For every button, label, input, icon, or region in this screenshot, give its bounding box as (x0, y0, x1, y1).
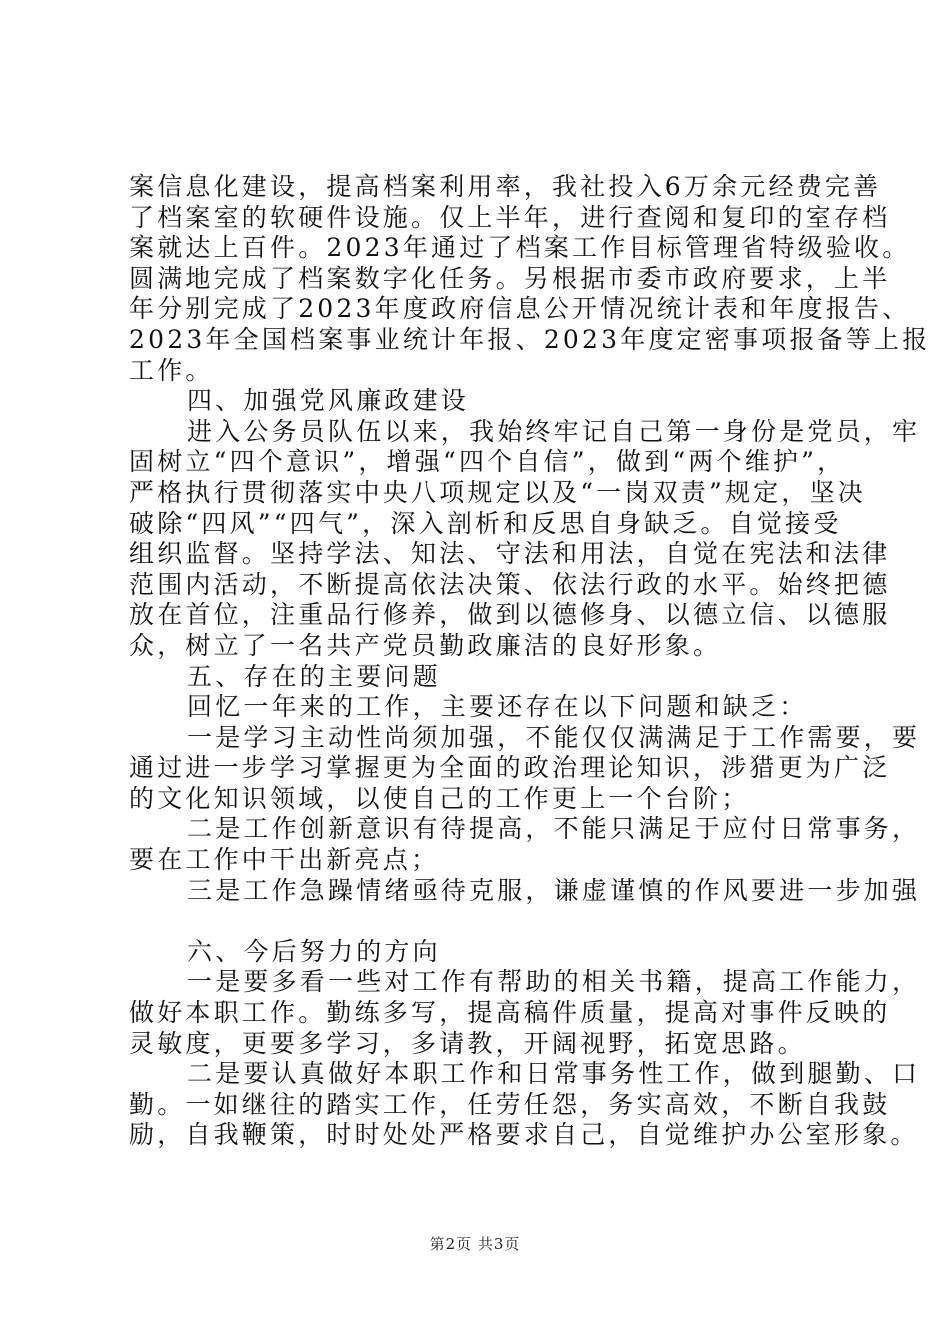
text-line: 严格执行贯彻落实中央八项规定以及“一岗双责”规定，坚决 (129, 477, 866, 507)
text-line: 固树立“四个意识”，增强“四个自信”，做到“两个维护”， (129, 447, 846, 477)
text-line: 2023年全国档案事业统计年报、2023年度定密事项报备等上报 (129, 324, 931, 354)
text-line: 勤。一如继往的踏实工作，任劳任怨，务实高效，不断自我鼓 (129, 1089, 891, 1119)
text-line: 众，树立了一名共产党员勤政廉洁的良好形象。 (129, 630, 722, 660)
text-line: 要在工作中干出新亮点； (129, 845, 440, 875)
text-line: 做好本职工作。勤练多写，提高稿件质量，提高对事件反映的 (129, 998, 891, 1028)
text-line: 三是工作急躁情绪亟待克服，谦虚谨慎的作风要进一步加强 (187, 875, 921, 905)
section-heading: 五、存在的主要问题 (187, 661, 441, 691)
text-line: 一是要多看一些对工作有帮助的相关书籍，提高工作能力， (187, 967, 921, 997)
text-line: 年分别完成了2023年度政府信息公开情况统计表和年度报告、 (129, 294, 911, 324)
text-line: 灵敏度，更要多学习，多请教，开阔视野，拓宽思路。 (129, 1028, 806, 1058)
text-line: 案信息化建设，提高档案利用率，我社投入6万余元经费完善 (129, 172, 882, 201)
text-line: 了档案室的软硬件设施。仅上半年，进行查阅和复印的室存档 (129, 202, 891, 232)
text-line: 范围内活动，不断提高依法决策、依法行政的水平。始终把德 (129, 569, 891, 599)
text-line: 二是工作创新意识有待提高，不能只满足于应付日常事务， (187, 814, 921, 844)
page-number-footer: 第2页 共3页 (429, 1235, 521, 1253)
text-line: 案就达上百件。2023年通过了档案工作目标管理省特级验收。 (129, 233, 911, 263)
text-line: 二是要认真做好本职工作和日常事务性工作，做到腿勤、口 (187, 1059, 921, 1089)
section-heading: 六、今后努力的方向 (187, 936, 441, 966)
text-line: 进入公务员队伍以来，我始终牢记自己第一身份是党员，牢 (187, 416, 921, 446)
document-body (129, 172, 931, 1151)
text-line: 破除“四风”“四气”，深入剖析和反思自身缺乏。自觉接受 (129, 508, 842, 538)
text-line: 一是学习主动性尚须加强，不能仅仅满满足于工作需要，要 (187, 722, 921, 752)
text-line: 的文化知识领域，以使自己的工作更上一个台阶； (129, 783, 750, 813)
text-line: 工作。 (129, 355, 214, 385)
text-line: 放在首位，注重品行修养，做到以德修身、以德立信、以德服 (129, 600, 891, 630)
text-line: 励，自我鞭策，时时处处严格要求自己，自觉维护办公室形象。 (129, 1120, 919, 1150)
text-line: 通过进一步学习掌握更为全面的政治理论知识，涉猎更为广泛 (129, 753, 891, 783)
text-line: 回忆一年来的工作，主要还存在以下问题和缺乏： (187, 692, 808, 722)
text-line: 组织监督。坚持学法、知法、守法和用法，自觉在宪法和法律 (129, 539, 891, 569)
blank-line (129, 906, 835, 937)
text-line: 圆满地完成了档案数字化任务。另根据市委市政府要求，上半 (129, 263, 891, 293)
section-heading: 四、加强党风廉政建设 (187, 386, 470, 416)
